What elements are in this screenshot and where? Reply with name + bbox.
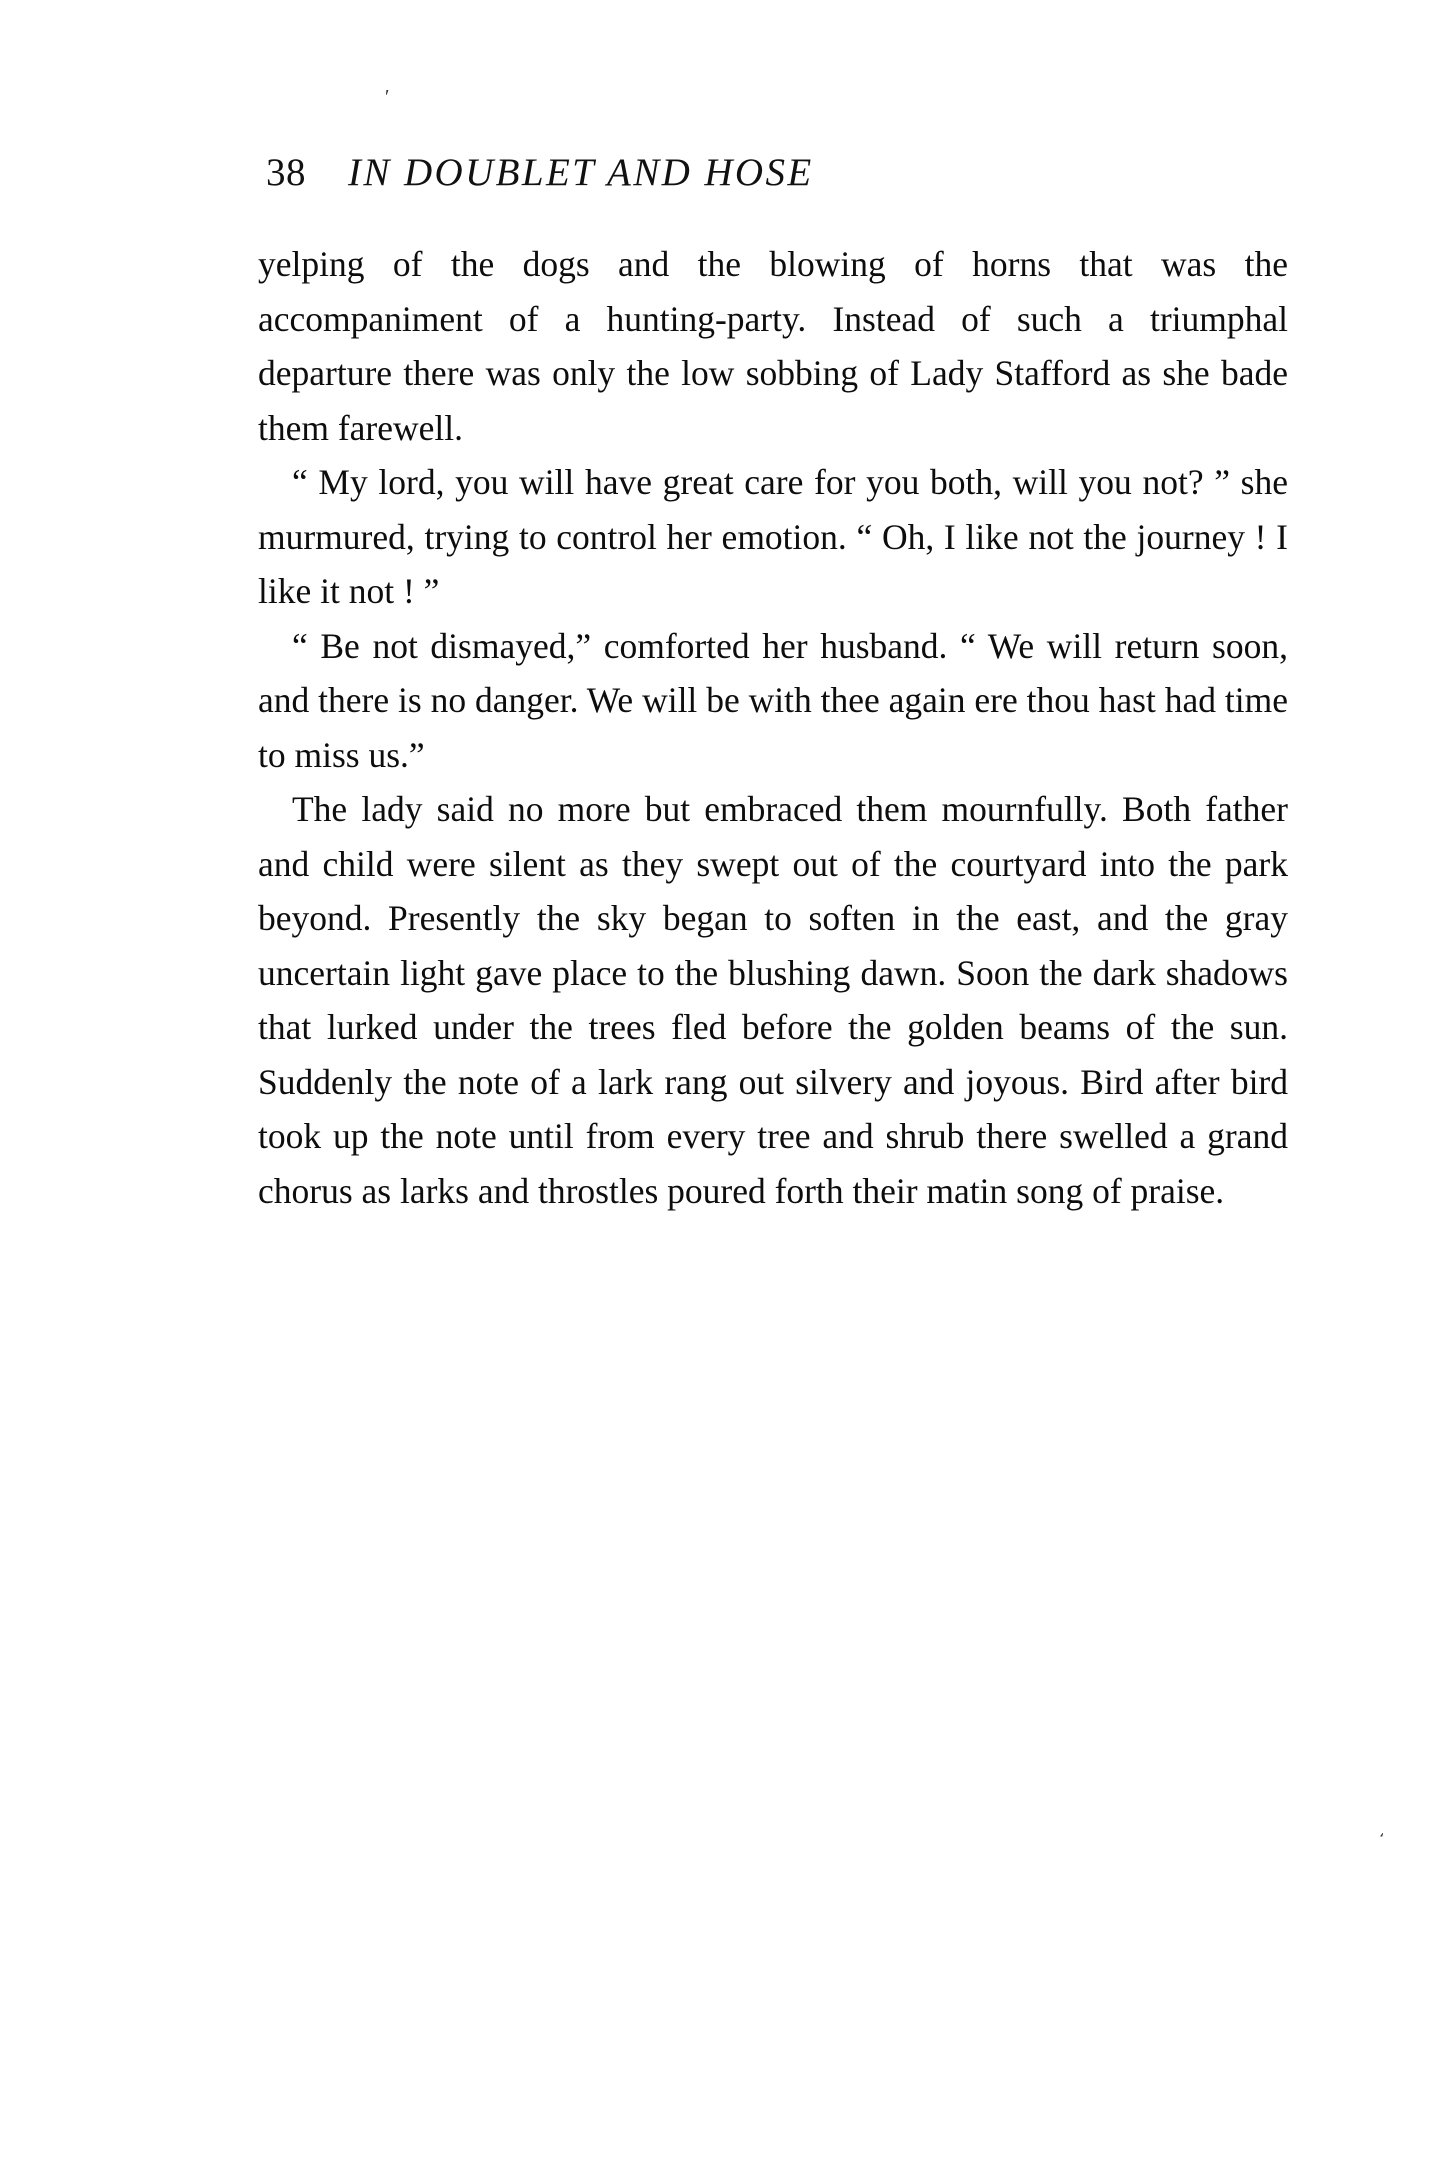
running-head [258,150,1288,195]
page-number: 38 [266,151,306,194]
running-title: IN DOUBLET AND HOSE [348,151,814,194]
paragraph: “ My lord, you will have great care for you both, will you not? ” she murmured, trying to control her emotion. “ Oh, I like not the journey ! I like it not ! ” [258,462,1288,611]
paragraph: The lady said no more but embraced them mournfully. Both father and child were silent as they swept out of the courtyard into the park beyond. Presently the sky began to soften in the east, and the gray uncertain light gave place to the blushing dawn. Soon the dark shadows that lurked under the trees fled before the golden beams of the sun. Suddenly the note of a lark rang out silvery and joyous. Bird after bird took up the note until from every tree and shrub there swelled a grand chorus as larks and throstles poured forth their matin song of praise. [258,789,1288,1211]
paragraph: “ Be not dismayed,” comforted her husband. “ We will return soon, and there is no danger. We will be with thee again ere thou hast had time to miss us.” [258,625,1288,775]
top-margin-tick-icon: ′ [385,86,390,108]
margin-mark-icon: ͵ [1378,1812,1386,1837]
body-text [258,237,1288,1218]
page-content [258,150,1288,1218]
paragraph: yelping of the dogs and the blowing of horns that was the accompaniment of a hunting-party. Instead of such a triumphal departure there was only the low sobbing of Lady Stafford as she bade them farewell. [258,244,1288,448]
